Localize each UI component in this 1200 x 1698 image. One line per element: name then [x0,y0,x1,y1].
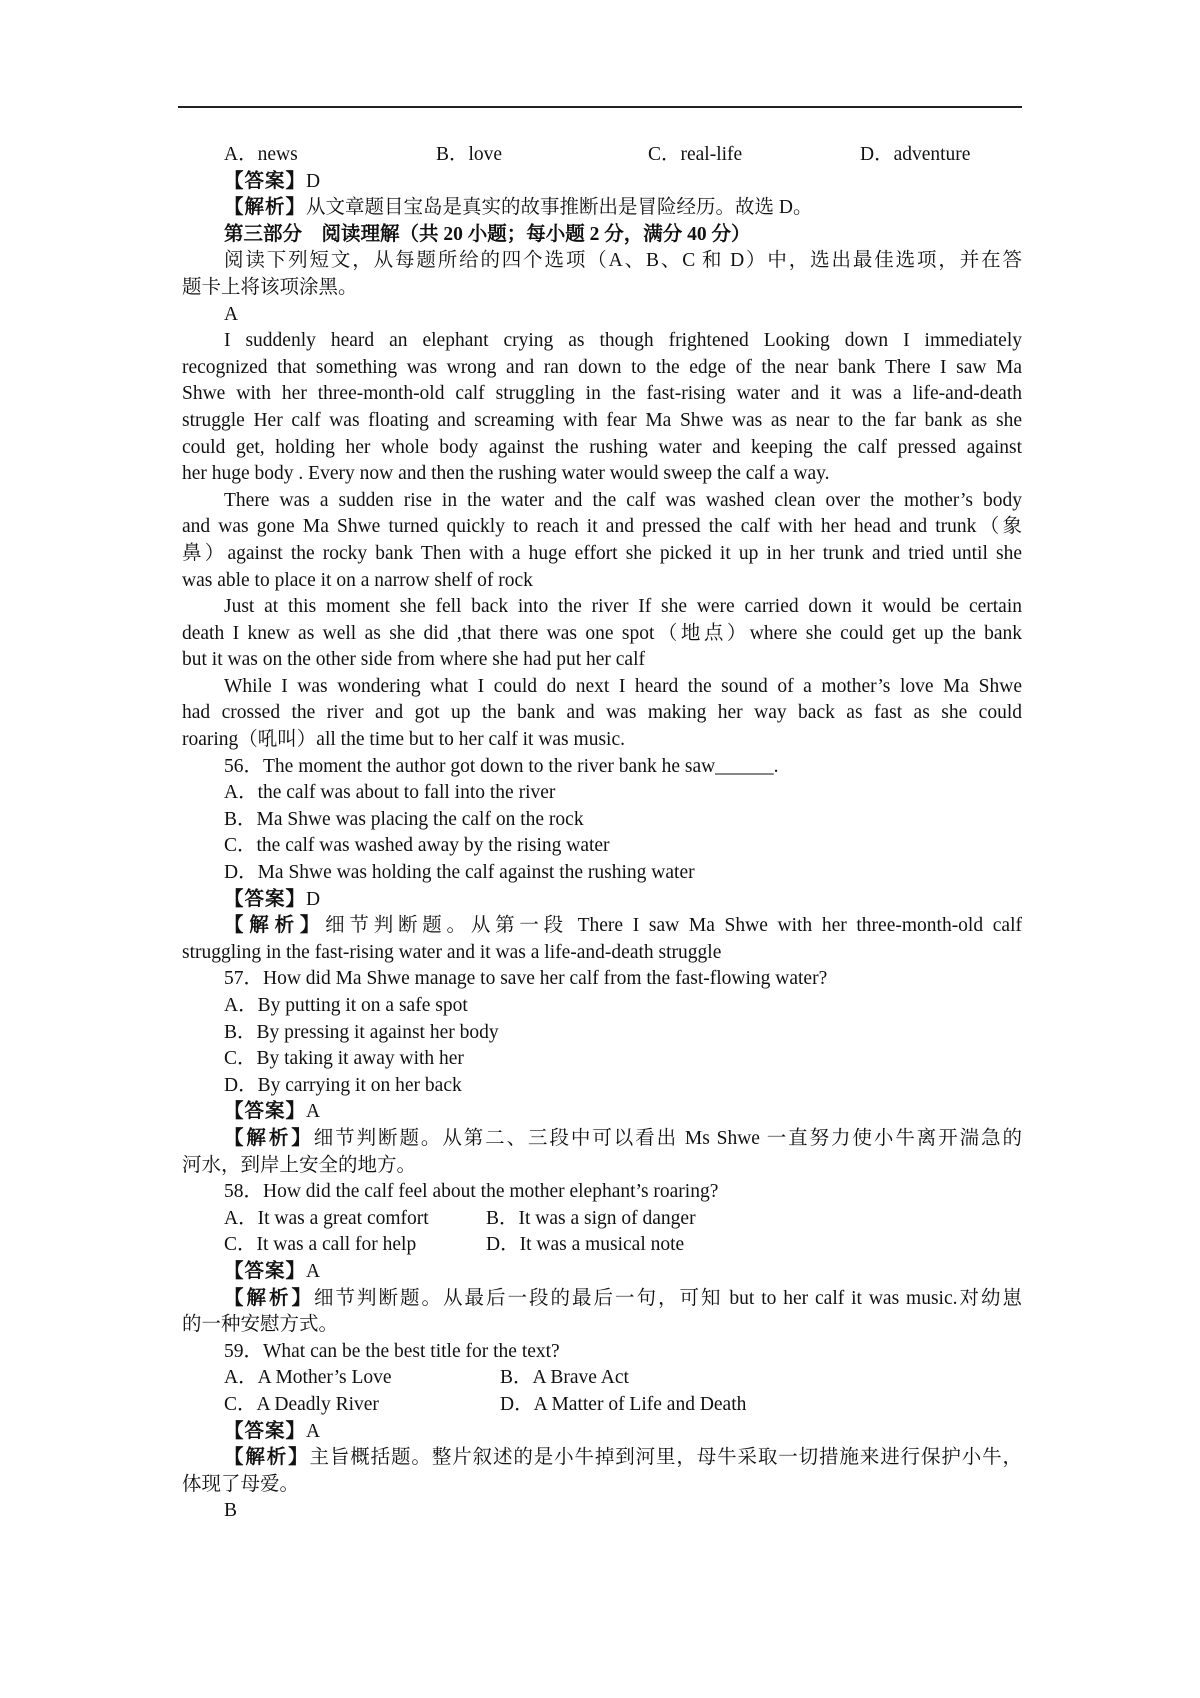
q55-option-d: D．adventure [860,144,971,165]
q55-options [182,142,1022,169]
answer-label: 【答案】 [224,1101,307,1123]
q55-option-b: B．love [436,144,503,165]
q55-option-a: A．news [224,144,298,165]
next-passage-label: B [224,1500,238,1522]
q58-option-d: D．It was a musical note [486,1234,685,1256]
q58-explanation [182,1286,1022,1313]
q59-answer [182,1419,1022,1446]
answer-label: 【答案】 [224,888,307,910]
header-rule [178,106,1022,108]
explanation-text: 细节判断题。从第二、三段中可以看出 Ms Shwe 一直努力使小牛离开湍急的 [313,1127,1022,1149]
q56-answer [182,887,1022,914]
passage-p1-line: Shwe with her three-month-old calf struggling in the fast-rising water and it was a life-and-death [182,383,1022,405]
q59-explanation [182,1445,1022,1472]
q59-option-a: A．A Mother’s Love [224,1367,392,1389]
explanation-label: 【解析】 [224,197,307,219]
q56-explanation [182,913,1022,940]
explanation-label: 【解析】 [224,1287,315,1309]
passage-p3-line: Just at this moment she fell back into the river If she were carried down it would be certain [224,596,1022,618]
q55-answer [182,169,1022,196]
q56-stem: 56．The moment the author got down to the river bank he saw______. [224,755,779,777]
q59-option-b: B．A Brave Act [500,1367,629,1389]
q58-stem: 58．How did the calf feel about the mother elephant’s roaring? [224,1181,719,1203]
q56-option-b: B．Ma Shwe was placing the calf on the rock [224,808,584,830]
q56-option-c: C．the calf was washed away by the rising water [224,835,610,857]
q57-answer [182,1099,1022,1126]
section-instructions-line2: 题卡上将该项涂黑。 [182,276,358,298]
section-instructions-line1: 阅读下列短文，从每题所给的四个选项（A、B、C 和 D）中，选出最佳选项，并在答 [224,250,1022,272]
explanation-text: 细节判断题。从最后一段的最后一句，可知 but to her calf it was music.对幼崽 [314,1287,1022,1309]
passage-p4-line: had crossed the river and got up the bank and was making her way back as fast as she could [182,702,1022,724]
passage-p2-line: 鼻）against the rocky bank Then with a huge effort she picked it up in her trunk and tried until she [182,542,1022,564]
q56-option-d: D．Ma Shwe was holding the calf against the rushing water [224,862,695,884]
passage-p1-line: her huge body . Every now and then the rushing water would sweep the calf a way. [182,463,830,485]
q58-explanation-line2: 的一种安慰方式。 [182,1314,339,1336]
q58-option-b: B．It was a sign of danger [486,1207,696,1229]
answer-value: D [306,170,321,192]
answer-label: 【答案】 [224,1260,307,1282]
q57-option-d: D．By carrying it on her back [224,1074,462,1096]
document-page [182,142,1022,1525]
q57-option-c: C．By taking it away with her [224,1048,464,1070]
q59-explanation-line2: 体现了母爱。 [182,1473,300,1495]
answer-label: 【答案】 [224,170,307,192]
answer-label: 【答案】 [224,1420,307,1442]
answer-value: A [306,1260,321,1282]
passage-p4-line: roaring（吼叫）all the time but to her calf it was music. [182,729,625,751]
q58-option-a: A．It was a great comfort [224,1207,429,1229]
passage-label: A [224,303,239,325]
explanation-label: 【解析】 [224,915,326,937]
q57-option-b: B．By pressing it against her body [224,1021,499,1043]
q56-option-a: A．the calf was about to fall into the river [224,782,556,804]
passage-p3-line: death I knew as well as she did ,that there was one spot（地点）where she could get up the bank [182,622,1022,644]
explanation-label: 【解析】 [224,1127,314,1149]
passage-p3-line: but it was on the other side from where she had put her calf [182,649,645,671]
passage-p2-line: and was gone Ma Shwe turned quickly to reach it and pressed the calf with her head and trunk（象 [182,516,1022,538]
q57-stem: 57．How did Ma Shwe manage to save her calf from the fast-flowing water? [224,968,828,990]
q57-explanation-line2: 河水，到岸上安全的地方。 [182,1154,417,1176]
explanation-label: 【解析】 [224,1447,310,1469]
explanation-text: 细节判断题。从第一段 There I saw Ma Shwe with her three-month-old calf [325,915,1022,937]
passage-p1-line: I suddenly heard an elephant crying as though frightened Looking down I immediately [224,330,1022,352]
q59-options-row2 [182,1392,1022,1419]
passage-p1-line: struggle Her calf was floating and screaming with fear Ma Shwe was as near to the far bank as she [182,409,1022,431]
passage-p1-line: recognized that something was wrong and ran down to the edge of the near bank There I saw Ma [182,356,1022,378]
explanation-text: 从文章题目宝岛是真实的故事推断出是冒险经历。故选 D。 [306,197,813,219]
q59-options-row1 [182,1365,1022,1392]
passage-p2-line: was able to place it on a narrow shelf of rock [182,569,533,591]
q57-option-a: A．By putting it on a safe spot [224,995,468,1016]
passage-p1-line: could get, holding her whole body against the rushing water and keeping the calf pressed against [182,436,1022,458]
section-heading: 第三部分 阅读理解（共 20 小题；每小题 2 分，满分 40 分） [224,223,751,245]
q58-option-c: C．It was a call for help [224,1234,417,1256]
q58-options-row1 [182,1206,1022,1233]
answer-value: A [306,1420,321,1442]
explanation-text: 主旨概括题。整片叙述的是小牛掉到河里，母牛采取一切措施来进行保护小牛， [309,1447,1022,1469]
answer-value: D [306,888,321,910]
passage-p4-line: While I was wondering what I could do next I heard the sound of a mother’s love Ma Shwe [224,675,1022,697]
q59-option-d: D．A Matter of Life and Death [500,1393,747,1415]
passage-p2-line: There was a sudden rise in the water and the calf was washed clean over the mother’s body [224,489,1022,511]
answer-value: A [306,1101,321,1123]
q59-option-c: C．A Deadly River [224,1393,379,1415]
q59-stem: 59．What can be the best title for the text? [224,1340,560,1362]
q55-option-c: C．real-life [648,144,743,165]
q57-explanation [182,1126,1022,1153]
q55-explanation [182,195,1022,222]
q58-options-row2 [182,1232,1022,1259]
q56-explanation-line2: struggling in the fast-rising water and it was a life-and-death struggle [182,941,722,963]
q58-answer [182,1259,1022,1286]
